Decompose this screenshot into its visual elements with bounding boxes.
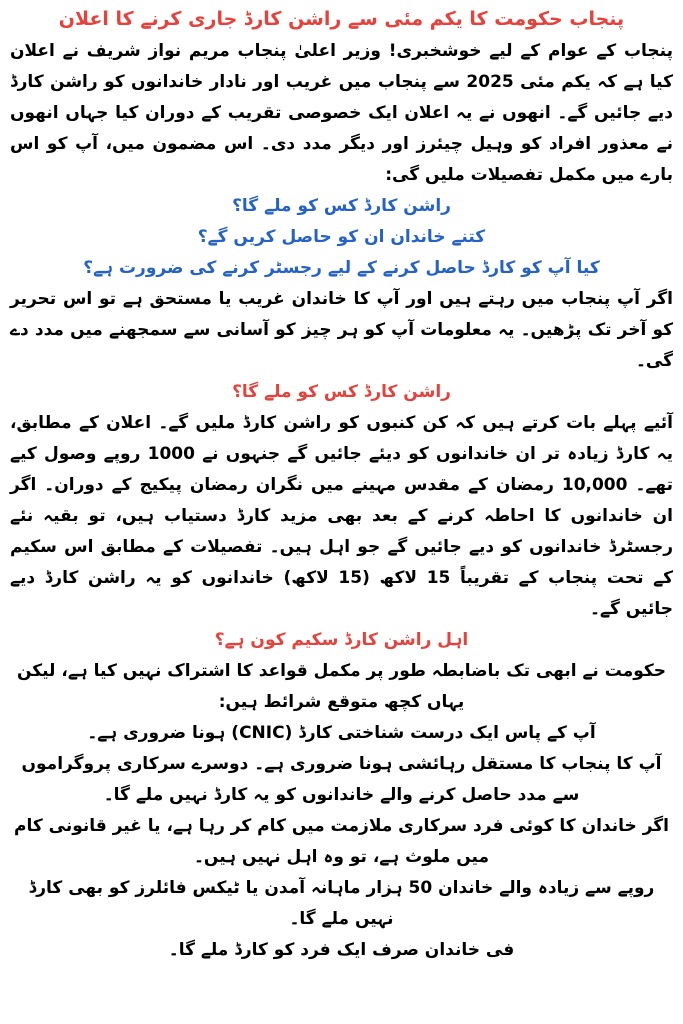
distribution-paragraph: آئیے پہلے بات کرتے ہیں کہ کن کنبوں کو راشن کارڈ ملیں گے۔ اعلان کے مطابق، یہ کارڈ زیادہ تر ان خاندانوں کو دیئے جائیں گے جنہوں نے 1000 روپے وصول کیے تھے۔ 10,000 رمضان کے مقدس مہینے میں نگران رمضان پیکیج کے دوران۔ اگر ان خاندانوں کا احاطہ کرنے کے بعد بھی مزید کارڈ دستیاب ہیں، تو بقیہ نئے رجسٹرڈ خاندانوں کو دیے جائیں گے جو اہل ہیں۔ تفصیلات کے مطابق اس سکیم کے تحت پنجاب کے تقریباً 15 لاکھ (15 لاکھ) خاندانوں کو یہ راشن کارڈ دیے جائیں گے۔: [10, 413, 674, 619]
reader-guidance-paragraph: اگر آپ پنجاب میں رہتے ہیں اور آپ کا خاندان غریب یا مستحق ہے تو اس تحریر کو آخر تک پڑھیں۔ یہ معلومات آپ کو ہر چیز کو آسانی سے سمجھنے میں مدد دے گی۔: [10, 289, 673, 371]
article: [10, 0, 673, 966]
condition-item-one-per-family: فی خاندان صرف ایک فرد کو کارڈ ملے گا۔: [168, 940, 515, 960]
condition-item-residency: آپ کا پنجاب کا مستقل رہائشی ہونا ضروری ہے۔ دوسرے سرکاری پروگراموں سے مدد حاصل کرنے والے خاندانوں کو یہ کارڈ نہیں ملے گا۔: [21, 754, 662, 805]
toc-item-how-many-families: کتنے خاندان ان کو حاصل کریں گے؟: [197, 227, 486, 247]
section-heading-eligibility: اہل راشن کارڈ سکیم کون ہے؟: [214, 630, 469, 650]
eligibility-intro-paragraph: حکومت نے ابھی تک باضابطہ طور پر مکمل قواعد کا اشتراک نہیں کیا ہے، لیکن یہاں کچھ متوقع شرائط ہیں:: [16, 661, 667, 712]
condition-item-income: روپے سے زیادہ والے خاندان 50 ہزار ماہانہ آمدن یا ٹیکس فائلرز کو بھی کارڈ نہیں ملے گا۔: [28, 878, 655, 929]
toc-item-registration-needed: کیا آپ کو کارڈ حاصل کرنے کے لیے رجسٹر کرنے کی ضرورت ہے؟: [83, 258, 600, 278]
condition-item-cnic: آپ کے پاس ایک درست شناختی کارڈ (CNIC) ہونا ضروری ہے۔: [87, 723, 596, 743]
toc-item-who-gets-card: راشن کارڈ کس کو ملے گا؟: [232, 196, 451, 216]
section-heading-who-gets-card: راشن کارڈ کس کو ملے گا؟: [232, 382, 451, 402]
page-title: پنجاب حکومت کا یکم مئی سے راشن کارڈ جاری کرنے کا اعلان: [58, 8, 625, 30]
intro-paragraph: پنجاب کے عوام کے لیے خوشخبری! وزیر اعلیٰ پنجاب مریم نواز شریف نے اعلان کیا ہے کہ یکم مئی 2025 سے پنجاب میں غریب اور نادار خاندانوں کو راشن کارڈ دیے جائیں گے۔ انھوں نے یہ اعلان ایک خصوصی تقریب کے دوران کیا جہاں انھوں نے معذور افراد کو وہیل چیئرز اور دیگر مدد دی۔ اس مضمون میں، آپ کو اس بارے میں مکمل تفصیلات ملیں گی:: [10, 41, 673, 185]
condition-item-employment: اگر خاندان کا کوئی فرد سرکاری ملازمت میں کام کر رہا ہے، یا غیر قانونی کام میں ملوث ہے، تو وہ اہل نہیں ہیں۔: [14, 816, 669, 867]
